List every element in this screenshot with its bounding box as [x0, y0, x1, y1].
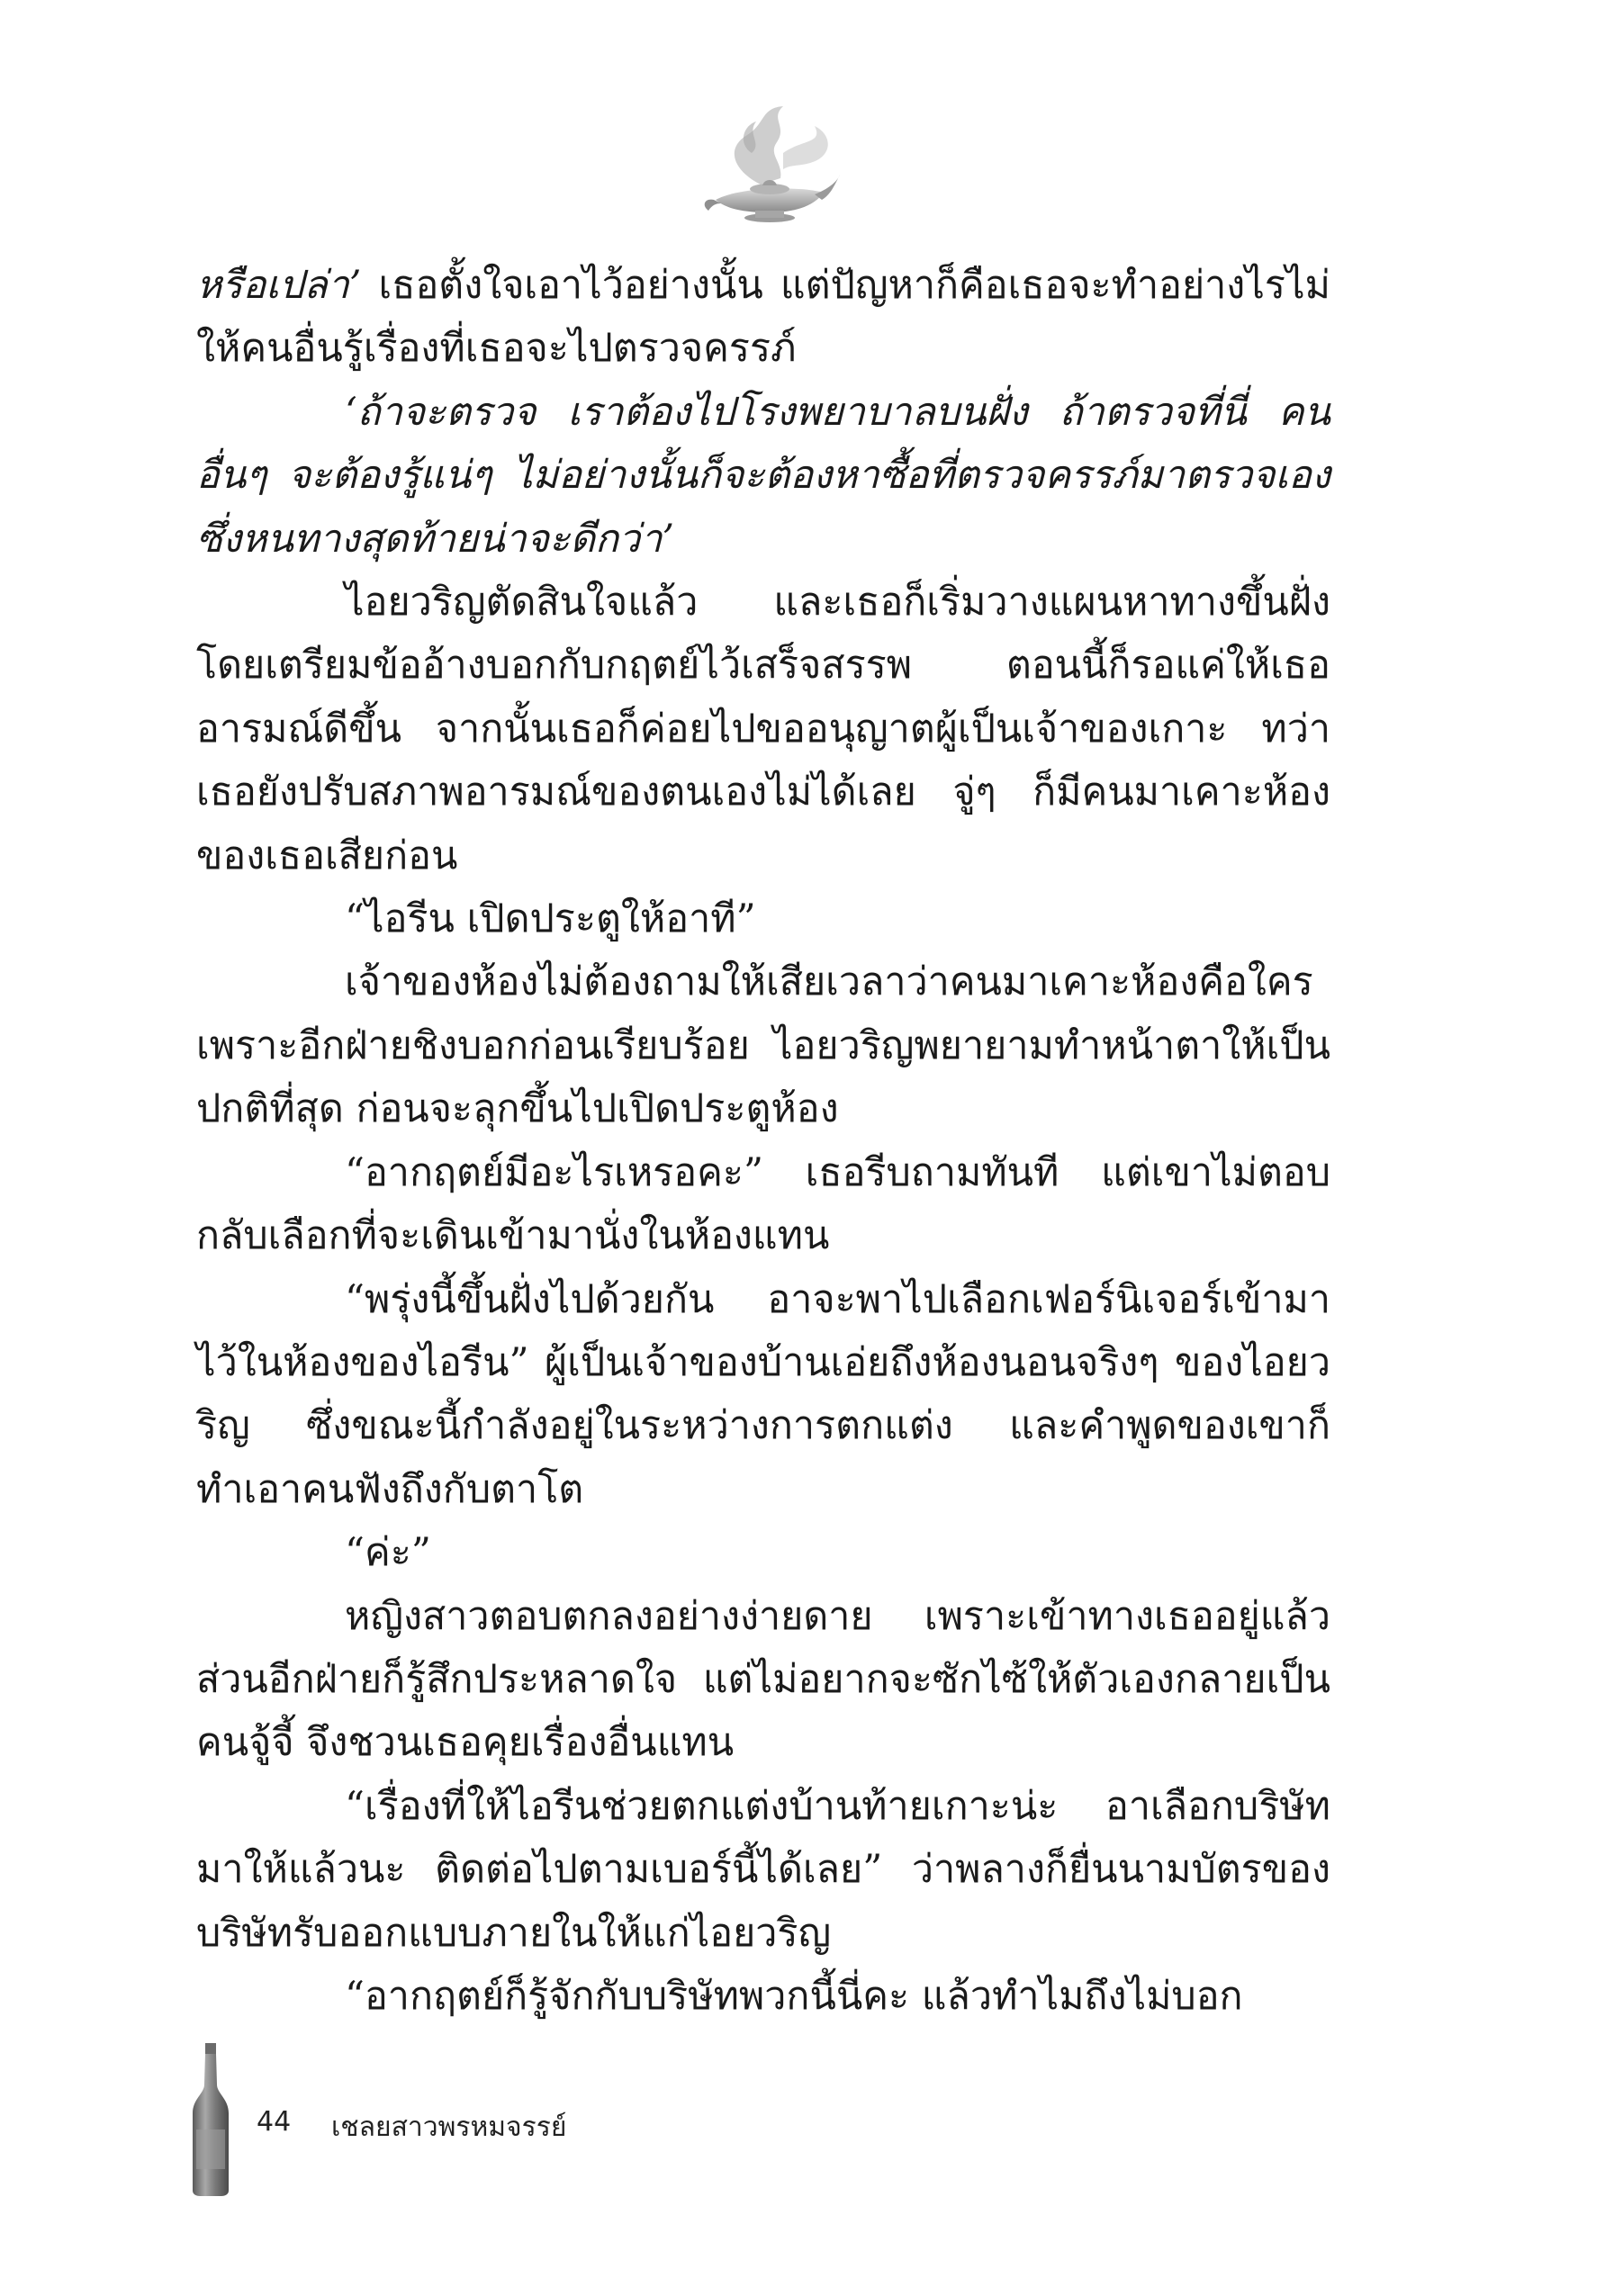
page-body	[196, 254, 1330, 2028]
paragraph-8	[196, 1521, 1330, 1584]
paragraph-text: เธอตั้งใจเอาไว้อย่างนั้น แต่ปัญหาก็คือเธอจะทำอย่างไรไม่ให้คนอื่นรู้เรื่องที่เธอจะไปตรวจครรภ์	[196, 263, 1330, 372]
genie-lamp-icon	[698, 99, 842, 234]
paragraph-text: หญิงสาวตอบตกลงอย่างง่ายดาย เพราะเข้าทางเธออยู่แล้ว ส่วนอีกฝ่ายก็รู้สึกประหลาดใจ แต่ไม่อยากจะซักไซ้ให้ตัวเองกลายเป็นคนจู้จี้ จึงชวนเธอคุยเรื่องอื่นแทน	[196, 1593, 1330, 1766]
page-footer	[189, 2043, 729, 2196]
paragraph-1	[196, 254, 1330, 381]
page-number: 44	[257, 2106, 292, 2138]
paragraph-text: “ไอรีน เปิดประตูให้อาที”	[345, 896, 756, 942]
paragraph-10	[196, 1775, 1330, 1965]
paragraph-5	[196, 950, 1330, 1140]
book-title: เชลยสาวพรหมจรรย์	[331, 2111, 567, 2143]
paragraph-11	[196, 1965, 1330, 2028]
paragraph-text: ไอยวริญตัดสินใจแล้ว และเธอก็เริ่มวางแผนหาทางขึ้นฝั่ง โดยเตรียมข้ออ้างบอกกับกฤตย์ไว้เสร็จสรรพ ตอนนี้ก็รอแค่ให้เธออารมณ์ดีขึ้น จากนั้นเธอก็ค่อยไปขออนุญาตผู้เป็นเจ้าของเกาะ ทว่าเธอยังปรับสภาพอารมณ์ของตนเองไม่ได้เลย จู่ๆ ก็มีคนมาเคาะห้องของเธอเสียก่อน	[196, 580, 1330, 878]
paragraph-7	[196, 1268, 1330, 1522]
paragraph-text: เจ้าของห้องไม่ต้องถามให้เสียเวลาว่าคนมาเคาะห้องคือใคร เพราะอีกฝ่ายชิงบอกก่อนเรียบร้อย ไอยวริญพยายามทำหน้าตาให้เป็นปกติที่สุด ก่อนจะลุกขึ้นไปเปิดประตูห้อง	[196, 959, 1330, 1132]
paragraph-text: “พรุ่งนี้ขึ้นฝั่งไปด้วยกัน อาจะพาไปเลือกเฟอร์นิเจอร์เข้ามาไว้ในห้องของไอรีน” ผู้เป็นเจ้าของบ้านเอ่ยถึงห้องนอนจริงๆ ของไอยวริญ ซึ่งขณะนี้กำลังอยู่ในระหว่างการตกแต่ง และคำพูดของเขาก็ทำเอาคนฟังถึงกับตาโต	[196, 1276, 1330, 1512]
italic-text: ‘ถ้าจะตรวจ เราต้องไปโรงพยาบาลบนฝั่ง ถ้าตรวจที่นี่ คนอื่นๆ จะต้องรู้แน่ๆ ไม่อย่างนั้นก็จะต้องหาซื้อที่ตรวจครรภ์มาตรวจเอง ซึ่งหนทางสุดท้ายน่าจะดีกว่า’	[196, 389, 1330, 562]
paragraph-text: “อากฤตย์มีอะไรเหรอคะ” เธอรีบถามทันที แต่เขาไม่ตอบ กลับเลือกที่จะเดินเข้ามานั่งในห้องแทน	[196, 1149, 1330, 1259]
paragraph-6	[196, 1141, 1330, 1268]
wine-bottle-icon	[189, 2043, 232, 2196]
paragraph-3	[196, 571, 1330, 887]
paragraph-4	[196, 887, 1330, 950]
paragraph-text: “อากฤตย์ก็รู้จักกับบริษัทพวกนี้นี่คะ แล้วทำไมถึงไม่บอก	[345, 1973, 1243, 2019]
paragraph-text: “ค่ะ”	[345, 1530, 431, 1576]
italic-text: หรือเปล่า’	[196, 263, 362, 308]
paragraph-9	[196, 1585, 1330, 1775]
paragraph-text: “เรื่องที่ให้ไอรีนช่วยตกแต่งบ้านท้ายเกาะน่ะ อาเลือกบริษัทมาให้แล้วนะ ติดต่อไปตามเบอร์นี้ได้เลย” ว่าพลางก็ยื่นนามบัตรของบริษัทรับออกแบบภายในให้แก่ไอยวริญ	[196, 1783, 1330, 1956]
paragraph-2	[196, 381, 1330, 571]
